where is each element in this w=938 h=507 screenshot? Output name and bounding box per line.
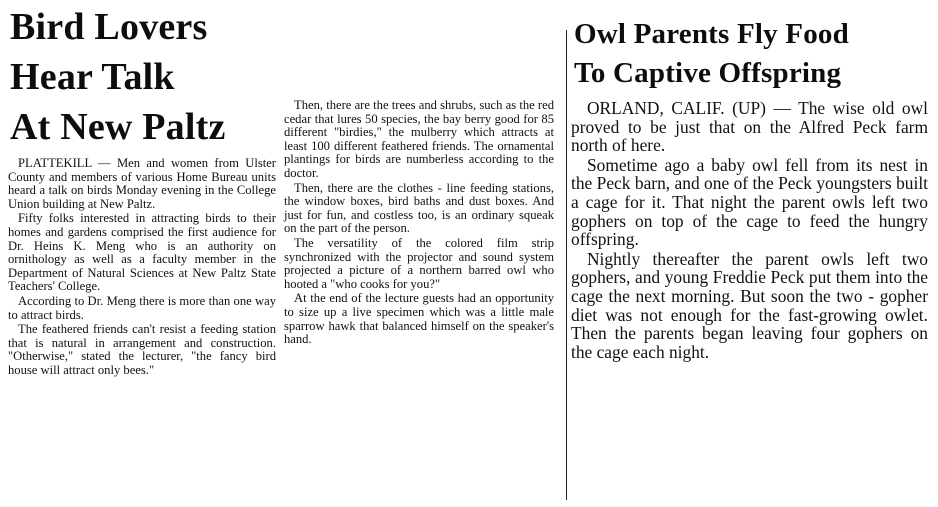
left-article-column-2 (284, 99, 554, 348)
paragraph: The versatility of the colored film strip synchronized with the projector and sound system projected a picture of a northern barred owl who hooted a "who cooks for you?" (284, 235, 554, 291)
paragraph: At the end of the lecture guests had an opportunity to size up a live specimen which was a little male sparrow hawk that balanced himself on the speaker's hand. (284, 291, 554, 347)
left-article-column-1 (8, 157, 276, 379)
paragraph: According to Dr. Meng there is more than one way to attract birds. (8, 293, 276, 322)
paragraph: Nightly thereafter the parent owls left two gophers, and young Freddie Peck put them into the cage the next morning. But soon the two - gopher diet was not enough for the fast-growing owlet. Then the parents began leaving four gophers on the cage each night. (571, 248, 928, 362)
left-headline-line-2: Hear Talk (10, 56, 175, 98)
paragraph: Fifty folks interested in attracting birds to their homes and gardens comprised the first audience for Dr. Heins K. Meng who is an authority on ornithology as well as a faculty member in the Department of Natural Sciences at New Paltz State Teachers' College. (8, 211, 276, 294)
paragraph: Sometime ago a baby owl fell from its nest in the Peck barn, and one of the Peck youngsters built a cage for it. That night the parent owls left two gophers on top of the cage to feed the hungry offspring. (571, 154, 928, 250)
paragraph: PLATTEKILL — Men and women from Ulster County and members of various Home Bureau units heard a talk on birds Monday evening in the College Union building at New Paltz. (8, 156, 276, 211)
column-divider (566, 30, 567, 500)
paragraph: Then, there are the trees and shrubs, such as the red cedar that lures 50 species, the bay berry good for 85 different "birdies," the mulberry which attracts at least 100 different feathered friends. The ornamental plantings for birds are numberless according to the doctor. (284, 98, 554, 180)
left-headline-line-1: Bird Lovers (10, 6, 208, 48)
left-headline-line-3: At New Paltz (10, 106, 226, 148)
paragraph: ORLAND, CALIF. (UP) — The wise old owl proved to be just that on the Alfred Peck farm north of here. (571, 98, 928, 156)
right-headline-line-2: To Captive Offspring (574, 57, 842, 89)
paragraph: The feathered friends can't resist a feeding station that is natural in arrangement and construction. "Otherwise," stated the lecturer, "the fancy bird house will attract only bees." (8, 322, 276, 377)
paragraph: Then, there are the clothes - line feeding stations, the window boxes, bird baths and dust boxes. And just for fun, and costless too, is an ordinary squeak on the part of the person. (284, 180, 554, 236)
right-headline-line-1: Owl Parents Fly Food (574, 18, 849, 50)
right-article-body (571, 99, 928, 362)
